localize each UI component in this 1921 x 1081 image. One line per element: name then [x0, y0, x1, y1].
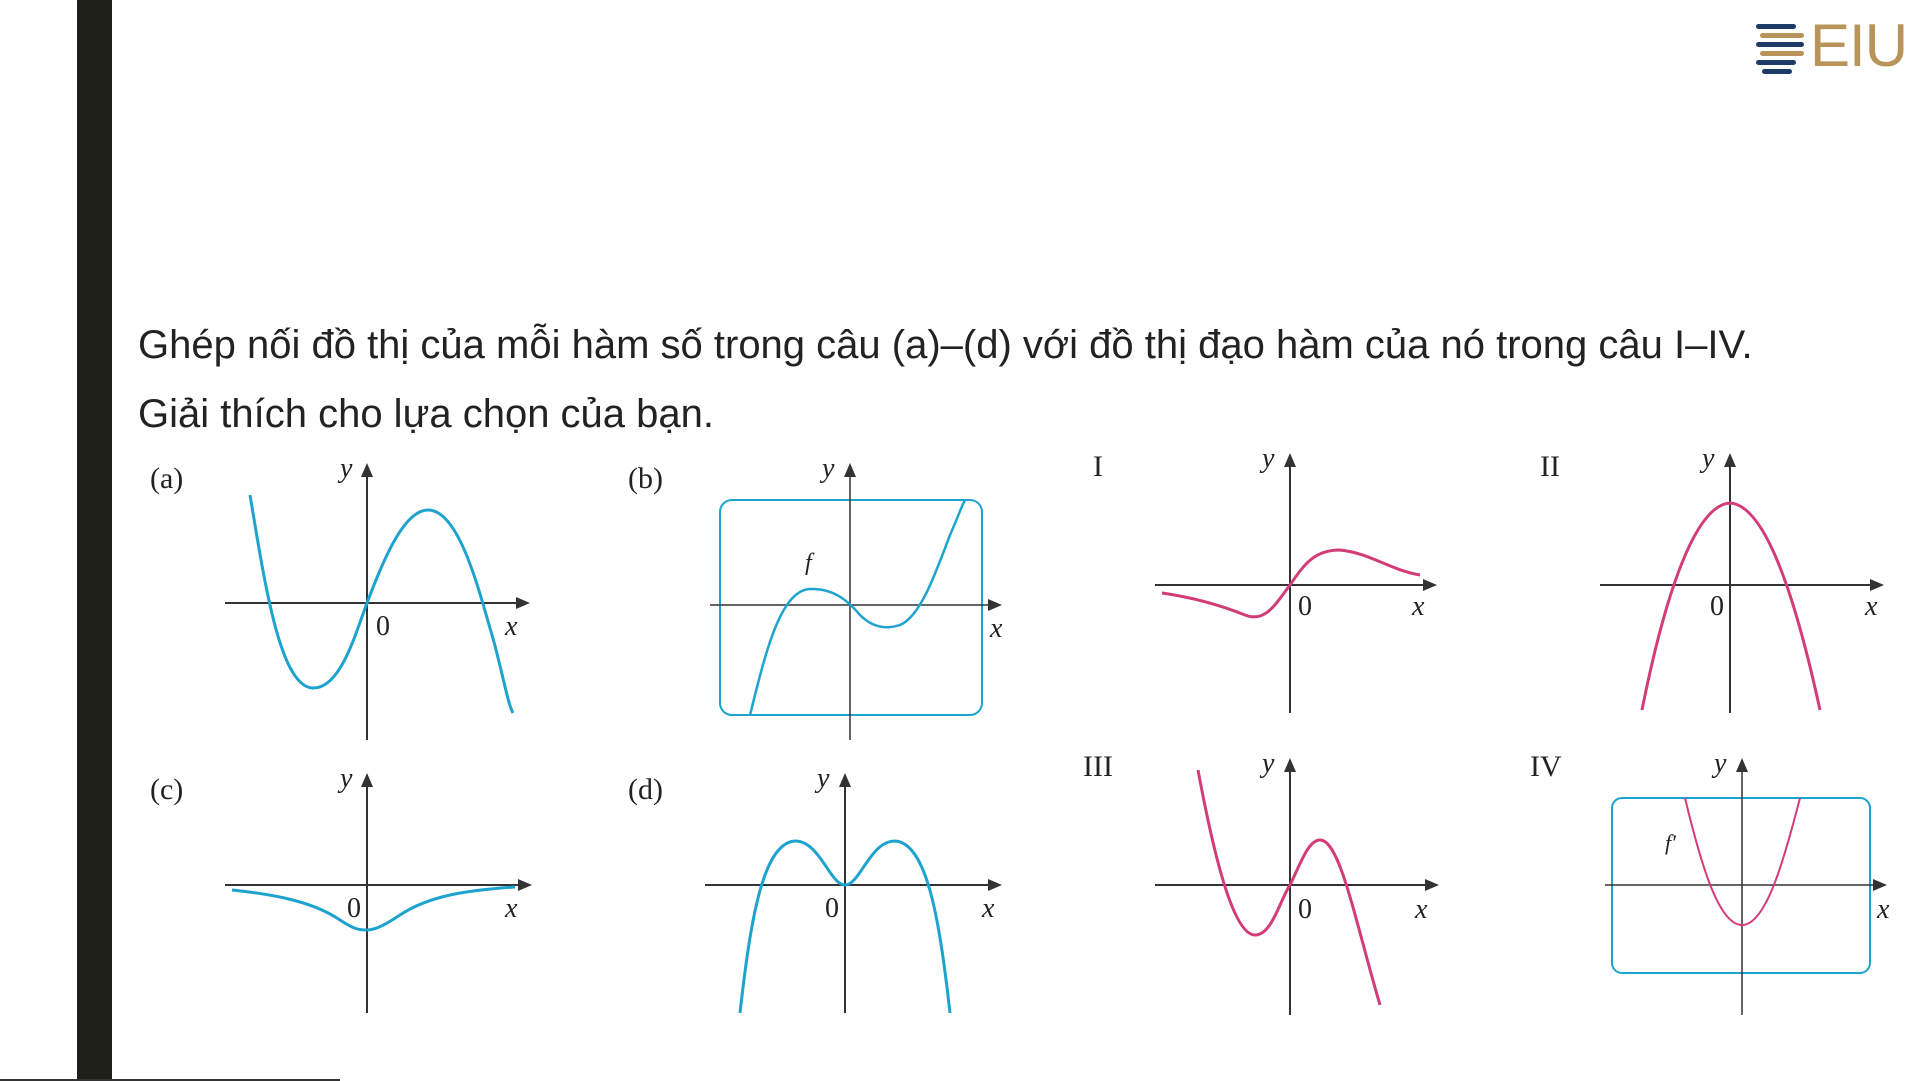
- question-line-2: Giải thích cho lựa chọn của bạn.: [138, 392, 715, 436]
- graph-II: [1595, 445, 1895, 715]
- y-label: y: [340, 455, 353, 484]
- curve-label: f′: [1665, 830, 1676, 855]
- graph-I-label: I: [1093, 450, 1103, 483]
- y-label: y: [1714, 750, 1727, 779]
- slide-left-bar: [77, 0, 112, 1081]
- origin-label: 0: [1298, 591, 1312, 622]
- x-arrow-icon: [1873, 879, 1887, 891]
- curve: [750, 500, 965, 715]
- x-arrow-icon: [1423, 579, 1437, 591]
- y-label: y: [1702, 445, 1715, 474]
- logo-text: EIU: [1810, 12, 1908, 79]
- origin-label: 0: [376, 611, 390, 642]
- graph-a: [220, 455, 540, 740]
- x-label: x: [1415, 894, 1428, 925]
- graph-IV: [1600, 750, 1895, 1020]
- origin-label: 0: [1710, 591, 1724, 622]
- y-arrow-icon: [1284, 453, 1296, 467]
- x-arrow-icon: [1870, 579, 1884, 591]
- curve: [232, 887, 515, 930]
- graph-b: [700, 455, 1020, 740]
- graph-III: [1150, 750, 1450, 1020]
- question-line-1: Ghép nối đồ thị của mỗi hàm số trong câu (a)–(d) với đồ thị đạo hàm của nó trong câu I–IV.: [138, 323, 1753, 367]
- origin-label: 0: [825, 893, 839, 924]
- y-arrow-icon: [1284, 758, 1296, 772]
- x-arrow-icon: [988, 879, 1002, 891]
- x-label: x: [982, 893, 995, 924]
- y-label: y: [817, 765, 830, 794]
- graph-c-label: (c): [150, 773, 184, 806]
- y-label: y: [822, 455, 835, 484]
- y-arrow-icon: [839, 773, 851, 787]
- origin-label: 0: [1298, 894, 1312, 925]
- y-label: y: [1262, 445, 1275, 474]
- graph-b-label: (b): [628, 462, 663, 495]
- graph-d: [700, 765, 1020, 1015]
- logo-stripes-icon: [1756, 24, 1804, 74]
- x-label: x: [990, 613, 1003, 644]
- x-label: x: [1865, 591, 1878, 622]
- graph-IV-label: IV: [1530, 750, 1562, 783]
- graph-II-label: II: [1540, 450, 1560, 483]
- x-arrow-icon: [988, 599, 1002, 611]
- x-arrow-icon: [1425, 879, 1439, 891]
- x-label: x: [505, 893, 518, 924]
- y-arrow-icon: [1736, 758, 1748, 772]
- graph-d-label: (d): [628, 773, 663, 806]
- curve-label: f: [805, 550, 812, 576]
- x-arrow-icon: [518, 879, 532, 891]
- y-arrow-icon: [361, 773, 373, 787]
- graph-I: [1150, 445, 1450, 715]
- question-text: [138, 311, 1898, 449]
- graph-c: [220, 765, 540, 1015]
- y-arrow-icon: [361, 463, 373, 477]
- origin-label: 0: [347, 893, 361, 924]
- y-arrow-icon: [844, 463, 856, 477]
- y-label: y: [1262, 750, 1275, 779]
- x-label: x: [505, 611, 518, 642]
- y-arrow-icon: [1724, 453, 1736, 467]
- graph-a-label: (a): [150, 462, 184, 495]
- x-arrow-icon: [516, 597, 530, 609]
- y-label: y: [340, 765, 353, 794]
- x-label: x: [1412, 591, 1425, 622]
- x-label: x: [1877, 894, 1890, 925]
- graph-III-label: III: [1083, 750, 1113, 783]
